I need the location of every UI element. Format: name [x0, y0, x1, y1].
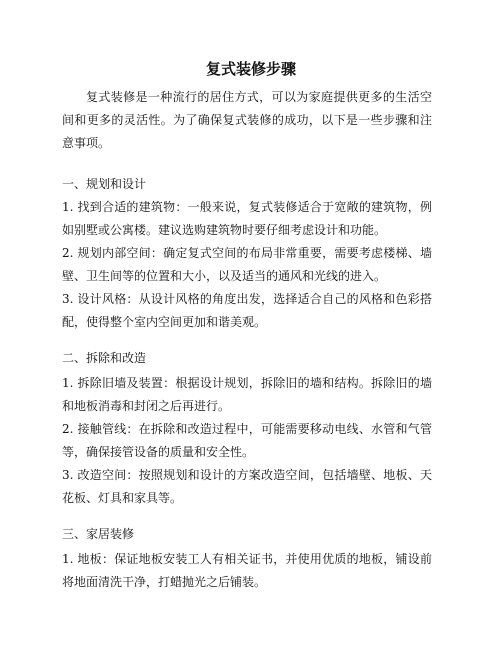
- section-heading-home-decoration: 三、家居装修: [62, 527, 135, 541]
- section-1-item-2: 2. 规划内部空间：确定复式空间的布局非常重要，需要考虑楼梯、墙壁、卫生间等的位置和大小，以及适当的通风和光线的进入。: [62, 246, 432, 283]
- section-2-item-1: 1. 拆除旧墙及装置：根据设计规划，拆除旧的墙和结构。拆除旧的墙和地板消毒和封闭之后再进行。: [62, 376, 432, 413]
- section-3-item-1: 1. 地板：保证地板安装工人有相关证书，并使用优质的地板，铺设前将地面清洗干净，打蜡抛光之后铺装。: [62, 552, 432, 589]
- section-2-item-3: 3. 改造空间：按照规划和设计的方案改造空间，包括墙壁、地板、天花板、灯具和家具等。: [62, 468, 432, 505]
- section-1-item-1: 1. 找到合适的建筑物：一般来说，复式装修适合于宽敞的建筑物，例如别墅或公寓楼。建议选购建筑物时要仔细考虑设计和功能。: [62, 200, 432, 237]
- intro-paragraph: 复式装修是一种流行的居住方式，可以为家庭提供更多的生活空间和更多的灵活性。为了确保复式装修的成功，以下是一些步骤和注意事项。: [62, 90, 432, 150]
- section-heading-demolition: 二、拆除和改造: [62, 351, 147, 365]
- section-1-item-3: 3. 设计风格：从设计风格的角度出发，选择适合自己的风格和色彩搭配，使得整个室内空间更加和谐美观。: [62, 292, 432, 329]
- document-title: 复式装修步骤: [205, 60, 296, 78]
- section-heading-planning: 一、规划和设计: [62, 177, 147, 191]
- section-2-item-2: 2. 接触管线：在拆除和改造过程中，可能需要移动电线、水管和气管等，确保接管设备的质量和安全性。: [62, 422, 432, 459]
